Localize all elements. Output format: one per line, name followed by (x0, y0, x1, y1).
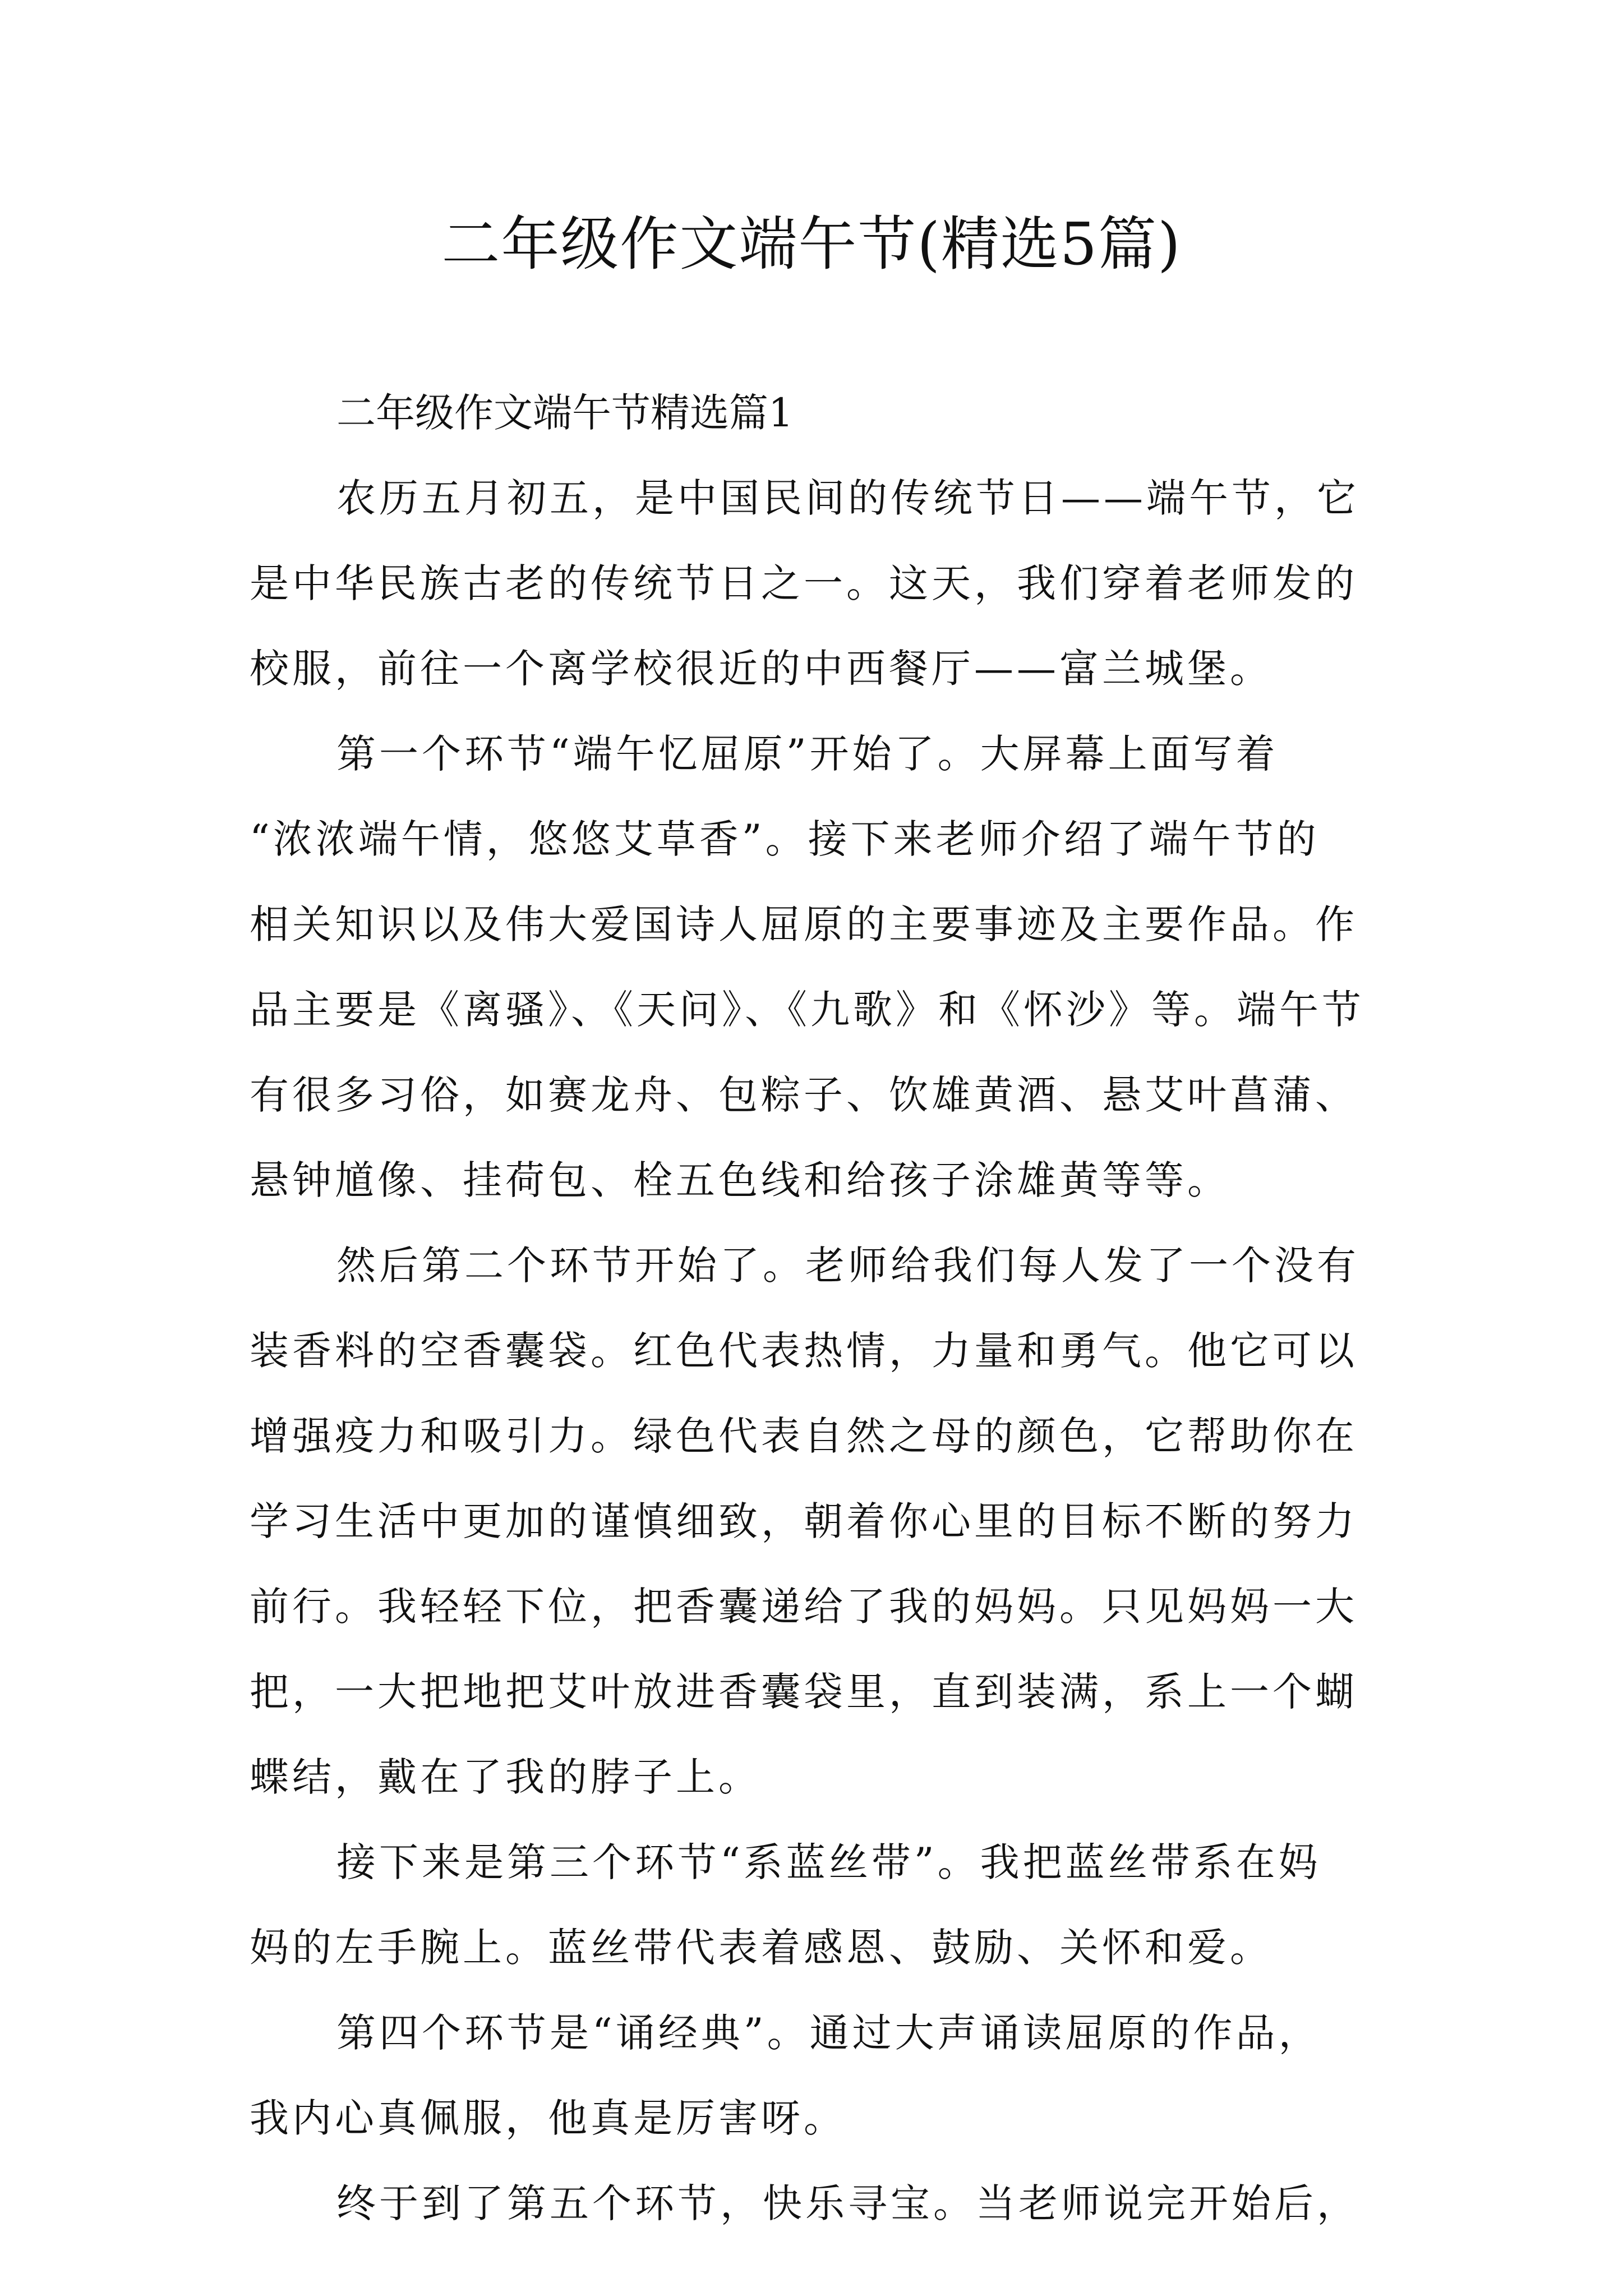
paragraph-line: 蝶结，戴在了我的脖子上。 (250, 1754, 761, 1800)
paragraph-1 (250, 455, 1394, 711)
paragraph-line: “浓浓端午情，悠悠艾草香”。接下来老师介绍了端午节的 (250, 816, 1320, 862)
paragraph-line: 第四个环节是“诵经典”。通过大声诵读屈原的作品， (336, 2010, 1321, 2056)
paragraph-line: 装香料的空香囊袋。红色代表热情，力量和勇气。他它可以 (250, 1328, 1358, 1374)
paragraph-6 (250, 2161, 1394, 2246)
paragraph-2 (250, 711, 1394, 1223)
paragraph-line: 相关知识以及伟大爱国诗人屈原的主要事迹及主要作品。作 (250, 901, 1358, 947)
section-heading: 二年级作文端午节精选篇1 (336, 390, 794, 436)
paragraph-line: 增强疫力和吸引力。绿色代表自然之母的颜色，它帮助你在 (250, 1413, 1358, 1459)
paragraph-line: 接下来是第三个环节“系蓝丝带”。我把蓝丝带系在妈 (336, 1839, 1321, 1885)
document-body (250, 370, 1394, 2246)
paragraph-line: 前行。我轻轻下位，把香囊递给了我的妈妈。只见妈妈一大 (250, 1584, 1358, 1630)
paragraph-line: 悬钟馗像、挂荷包、栓五色线和给孩子涂雄黄等等。 (250, 1157, 1230, 1203)
paragraph-line: 然后第二个环节开始了。老师给我们每人发了一个没有 (336, 1243, 1359, 1289)
paragraph-line: 农历五月初五，是中国民间的传统节日——端午节，它 (336, 475, 1359, 521)
paragraph-3 (250, 1223, 1394, 1820)
paragraph-line: 品主要是《离骚》、《天问》、《九歌》和《怀沙》等。端午节 (250, 987, 1364, 1033)
document-title: 二年级作文端午节(精选5篇) (441, 210, 1182, 278)
paragraph-line: 校服，前往一个离学校很近的中西餐厅——富兰城堡。 (250, 646, 1272, 692)
paragraph-4 (250, 1820, 1394, 1990)
paragraph-line: 是中华民族古老的传统节日之一。这天，我们穿着老师发的 (250, 560, 1358, 606)
paragraph-line: 妈的左手腕上。蓝丝带代表着感恩、鼓励、关怀和爱。 (250, 1925, 1272, 1971)
paragraph-line: 第一个环节“端午忆屈原”开始了。大屏幕上面写着 (336, 731, 1279, 777)
paragraph-line: 把，一大把地把艾叶放进香囊袋里，直到装满，系上一个蝴 (250, 1669, 1358, 1715)
paragraph-line: 终于到了第五个环节，快乐寻宝。当老师说完开始后， (336, 2180, 1359, 2226)
paragraph-line: 我内心真佩服，他真是厉害呀。 (250, 2095, 846, 2141)
paragraph-line: 学习生活中更加的谨慎细致，朝着你心里的目标不断的努力 (250, 1498, 1358, 1544)
paragraph-line: 有很多习俗，如赛龙舟、包粽子、饮雄黄酒、悬艾叶菖蒲、 (250, 1072, 1358, 1118)
paragraph-5 (250, 1990, 1394, 2161)
